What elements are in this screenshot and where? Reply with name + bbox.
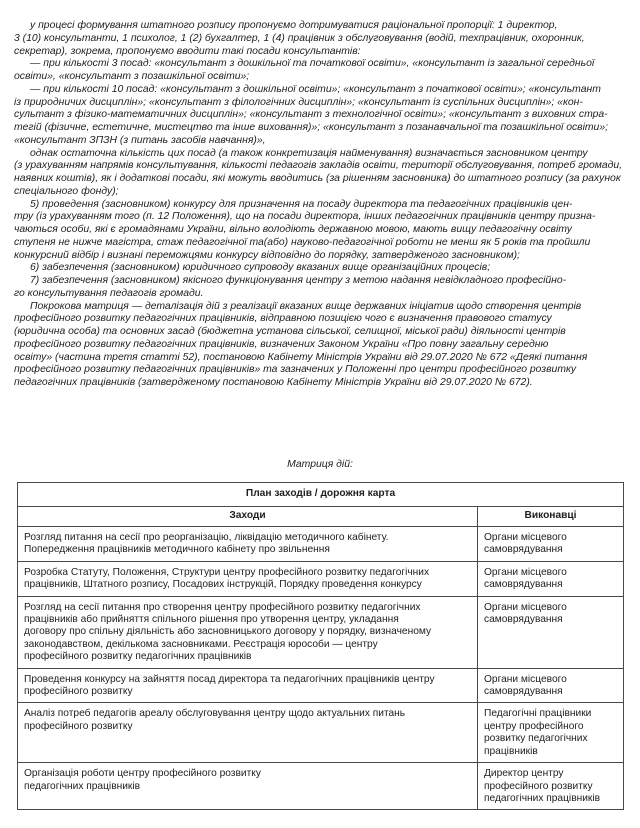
body-line: секретар), зокрема, пропонуємо вводити такі посади консультантів:: [14, 45, 361, 57]
column-header-actions: Заходи: [18, 507, 478, 527]
table-header-row: [18, 507, 624, 527]
executor-line: центру професійного: [484, 720, 584, 732]
executor-line: самоврядування: [484, 544, 563, 556]
action-line: професійного розвитку педагогічних працівників: [24, 651, 252, 663]
body-line: 6) забезпечення (засновником) юридичного супроводу вказаних вище організаційних процесів;: [30, 262, 491, 274]
executor-cell: [478, 527, 624, 562]
table-row: [18, 668, 624, 703]
executor-line: Органи місцевого: [484, 673, 567, 685]
body-line: у процесі формування штатного розпису пропонуємо дотримуватися раціональної пропорції: 1 директор,: [30, 20, 558, 31]
executor-line: Педагогічні працівники: [484, 708, 592, 720]
executor-cell: [478, 703, 624, 763]
action-matrix-table: [17, 482, 624, 810]
body-line: однак остаточна кількість цих посад (а також конкретизація найменування) визначається засновником центру: [30, 147, 588, 159]
body-line: педагогічних працівників (затвердженому постановою Кабінету Міністрів України від 29.07.2020 № 672).: [14, 377, 533, 388]
executor-line: Органи місцевого: [484, 601, 567, 613]
body-line: — при кількості 10 посад: «консультант з дошкільної освіти»; «консультант з початкової освіти»; «консультант: [30, 83, 601, 95]
action-cell: [18, 527, 478, 562]
body-line: тегій (фізичне, естетичне, мистецтво та інше виховання)»; «консультант з позанавчальної та позашкільної освіти»;: [14, 122, 608, 133]
executor-line: самоврядування: [484, 579, 563, 591]
table-row: [18, 561, 624, 596]
executor-line: самоврядування: [484, 686, 563, 698]
body-line: тру (із урахуванням того (п. 12 Положення), що на посади директора, інших педагогічних працівників центру призна-: [14, 211, 596, 223]
table-row: [18, 527, 624, 562]
executor-line: Органи місцевого: [484, 566, 567, 578]
matrix-caption: Матриця дій:: [287, 459, 353, 470]
action-line: працівників або прийняття спільного рішення про утворення центру, укладання: [24, 614, 399, 626]
executor-line: професійного розвитку: [484, 780, 593, 792]
body-line: го консультування педагогів громади.: [14, 287, 204, 299]
action-cell: [18, 596, 478, 668]
executor-line: самоврядування: [484, 614, 563, 626]
action-line: професійного розвитку: [24, 686, 133, 698]
body-line: ступеня не нижче магістра, стаж педагогічної та(або) науково-педагогічної роботи не менш як 5 років та пройшли: [14, 236, 591, 248]
body-line: чаються особи, які є громадянами України, вільно володіють державною мовою, мають вищу педагогічну освіту: [14, 224, 572, 235]
executor-cell: [478, 763, 624, 810]
executor-cell: [478, 561, 624, 596]
action-cell: [18, 668, 478, 703]
action-line: Розгляд на сесії питання про створення центру професійного розвитку педагогічних: [24, 601, 421, 613]
action-line: педагогічних працівників: [24, 780, 141, 792]
executor-line: педагогічних працівників: [484, 792, 601, 804]
table-row: [18, 596, 624, 668]
body-line: (з урахуванням напрямів консультування, кількості педагогів закладів освіти, території обслуговування, потреб громади,: [14, 160, 623, 172]
body-line: наявних коштів), як і додаткові посади, які можуть вводитись (за рішенням засновника) до штатного розпису (за рахунок: [14, 173, 621, 184]
body-line: Покрокова матриця — деталізація дій з реалізації вказаних вище державних ініціатив щодо створення центрів: [30, 300, 582, 312]
body-line: професійного розвитку педагогічних працівників, визначених Законом України «Про повну загальну середню: [14, 338, 549, 350]
body-line: освіту» (частина третя статті 52), постановою Кабінету Міністрів України від 29.07.2020 № 672 «Деякі питання: [14, 351, 588, 363]
body-line: сультант з фізико-математичних дисциплін»; «консультант з технологічної освіти»; «консультант з виховних стра-: [14, 109, 608, 121]
body-line: 7) забезпечення (засновником) якісного функціонування центру з метою надання невідкладного професійно-: [30, 275, 567, 286]
executor-line: розвитку педагогічних: [484, 733, 588, 745]
action-cell: [18, 561, 478, 596]
action-line: Організація роботи центру професійного розвитку: [24, 768, 261, 780]
action-line: законодавством, декількома засновниками. Реєстрація юрособи — центру: [24, 638, 378, 650]
table-row: [18, 763, 624, 810]
action-line: Аналіз потреб педагогів ареалу обслуговування центру щодо актуальних питань: [24, 708, 406, 720]
action-cell: [18, 703, 478, 763]
plan-title: План заходів / дорожня карта: [18, 483, 624, 507]
body-line: із природничих дисциплін»; «консультант з філологічних дисциплін»; «консультант із суспільних дисциплін»; «кон-: [14, 96, 583, 108]
action-line: Розробка Статуту, Положення, Структури центру професійного розвитку педагогічних: [24, 566, 430, 578]
body-line: 5) проведення (засновником) конкурсу для призначення на посаду директора та педагогічних працівників цен-: [30, 198, 573, 210]
body-line: — при кількості 3 посад: «консультант з дошкільної та початкової освіти», «консультант із загальної середньої: [30, 58, 595, 70]
action-line: професійного розвитку: [24, 720, 133, 732]
table-row: [18, 703, 624, 763]
body-line: «консультант ЗПЗН (з питань засобів навчання)»,: [14, 134, 266, 146]
action-line: договору про спільну діяльність або засновницького договору у порядку, визначеному: [24, 626, 432, 638]
executor-line: Органи місцевого: [484, 532, 567, 543]
body-line: професійного розвитку педагогічних працівників, відправною позицією чого є визначення правового статусу: [14, 313, 552, 325]
action-line: Попередження працівників методичного кабінету про звільнення: [24, 544, 330, 556]
action-line: Розгляд питання на сесії про реорганізацію, ліквідацію методичного кабінету.: [24, 532, 389, 543]
executor-line: працівників: [484, 745, 538, 757]
body-line: освіти», «консультант з позашкільної освіти»;: [14, 71, 250, 82]
body-text: [14, 20, 628, 390]
column-header-executors: Виконавці: [478, 507, 624, 527]
action-cell: [18, 763, 478, 810]
executor-cell: [478, 668, 624, 703]
body-line: професійного розвитку педагогічних працівників» та зазначених у Положенні про центри професійного розвитку: [14, 364, 577, 376]
body-line: (юридична особа) та основних засад (бюджетна установа сільської, селищної, міської ради) діяльності центрів: [14, 326, 566, 337]
action-line: Проведення конкурсу на зайняття посад директора та педагогічних працівників центру: [24, 673, 435, 685]
executor-line: Директор центру: [484, 768, 564, 780]
body-line: спеціального фонду);: [14, 185, 119, 197]
executor-cell: [478, 596, 624, 668]
body-line: 3 (10) консультанти, 1 психолог, 1 (2) бухгалтер, 1 (4) працівник з обслуговування (водій, техпрацівник, охоронник,: [14, 32, 585, 44]
body-line: конкурсний відбір і визнані переможцями конкурсу відповідно до порядку, затвердженого засновником);: [14, 249, 520, 261]
plan-title-row: [18, 483, 624, 507]
action-line: працівників, Штатного розпису, Посадових інструкцій, Порядку проведення конкурсу: [24, 579, 422, 591]
